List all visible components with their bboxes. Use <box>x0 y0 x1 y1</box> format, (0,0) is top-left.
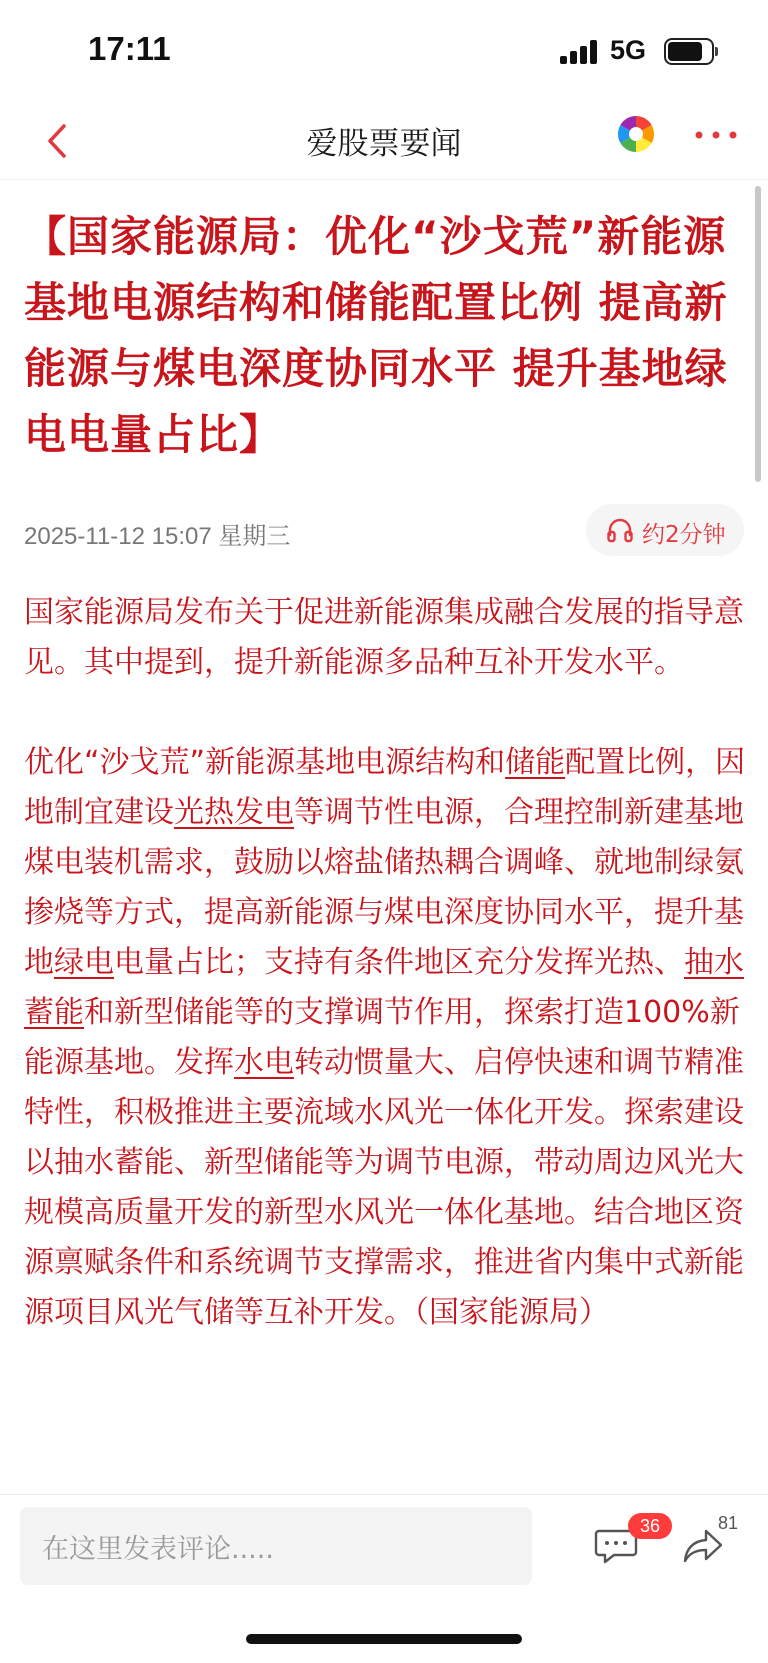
more-button[interactable] <box>692 120 742 150</box>
scroll-indicator[interactable] <box>755 186 761 482</box>
text-segment: 等调节性电源，合理控制新建基地煤电装机需求，鼓励以熔盐储热耦合调峰、就地制绿氨掺烧等方式，提高新能源与煤电深度协同水平，提升基地 <box>24 795 744 980</box>
keyword-link-green-power[interactable]: 绿电 <box>54 945 114 980</box>
article-paragraph: 国家能源局发布关于促进新能源集成融合发展的指导意见。其中提到，提升新能源多品种互补开发水平。 <box>24 595 744 680</box>
comment-input[interactable]: 在这里发表评论..... <box>20 1507 532 1585</box>
keyword-link-pumped-storage[interactable]: 抽水蓄能 <box>24 945 744 1030</box>
more-dots-icon <box>692 120 742 150</box>
home-indicator[interactable] <box>246 1634 522 1644</box>
bottom-bar <box>0 1494 768 1663</box>
battery-icon <box>664 38 718 65</box>
aperture-logo-icon <box>616 114 656 154</box>
text-segment: 转动惯量大、启停快速和调节精准特性，积极推进主要流域水风光一体化开发。探索建设以抽水蓄能、新型储能等为调节电源，带动周边风光大规模高质量开发的新型水风光一体化基地。结合地区资源禀赋条件和系统调节支撑需求，推进省内集中式新能源项目风光气储等互补开发。（国家能源局） <box>24 1045 744 1330</box>
signal-icon <box>560 40 598 64</box>
nav-bar <box>0 100 768 180</box>
article-title: 【国家能源局：优化“沙戈荒”新能源基地电源结构和储能配置比例 提高新能源与煤电深度协同水平 提升基地绿电电量占比】 <box>24 212 728 459</box>
article-body <box>24 588 746 1338</box>
article-date: 2025-11-12 15:07 星期三 <box>24 523 291 550</box>
status-bar <box>0 0 768 100</box>
text-segment: 优化“沙戈荒”新能源基地电源结构和 <box>24 745 506 780</box>
status-time: 17:11 <box>88 30 171 67</box>
keyword-link-energy-storage[interactable]: 储能 <box>505 745 566 780</box>
text-segment: 配置比例，因地制宜建设 <box>24 745 746 830</box>
article-paragraph <box>24 738 746 1338</box>
listen-duration: 约2分钟 <box>642 522 726 548</box>
page-title: 爱股票要闻 <box>306 126 462 162</box>
keyword-link-hydropower[interactable]: 水电 <box>234 1045 294 1080</box>
text-segment: 电量占比；支持有条件地区充分发挥光热、 <box>114 945 684 980</box>
comment-count-badge: 36 <box>628 1513 672 1539</box>
keyword-link-solar-thermal[interactable]: 光热发电 <box>174 795 294 830</box>
app-logo-button[interactable] <box>616 114 656 154</box>
headphone-icon <box>606 517 634 543</box>
share-count: 81 <box>718 1513 739 1533</box>
listen-button[interactable] <box>586 504 744 556</box>
network-label: 5G <box>610 35 647 65</box>
text-segment: 和新型储能等的支撑调节作用，探索打造100%新能源基地。发挥 <box>24 995 740 1080</box>
